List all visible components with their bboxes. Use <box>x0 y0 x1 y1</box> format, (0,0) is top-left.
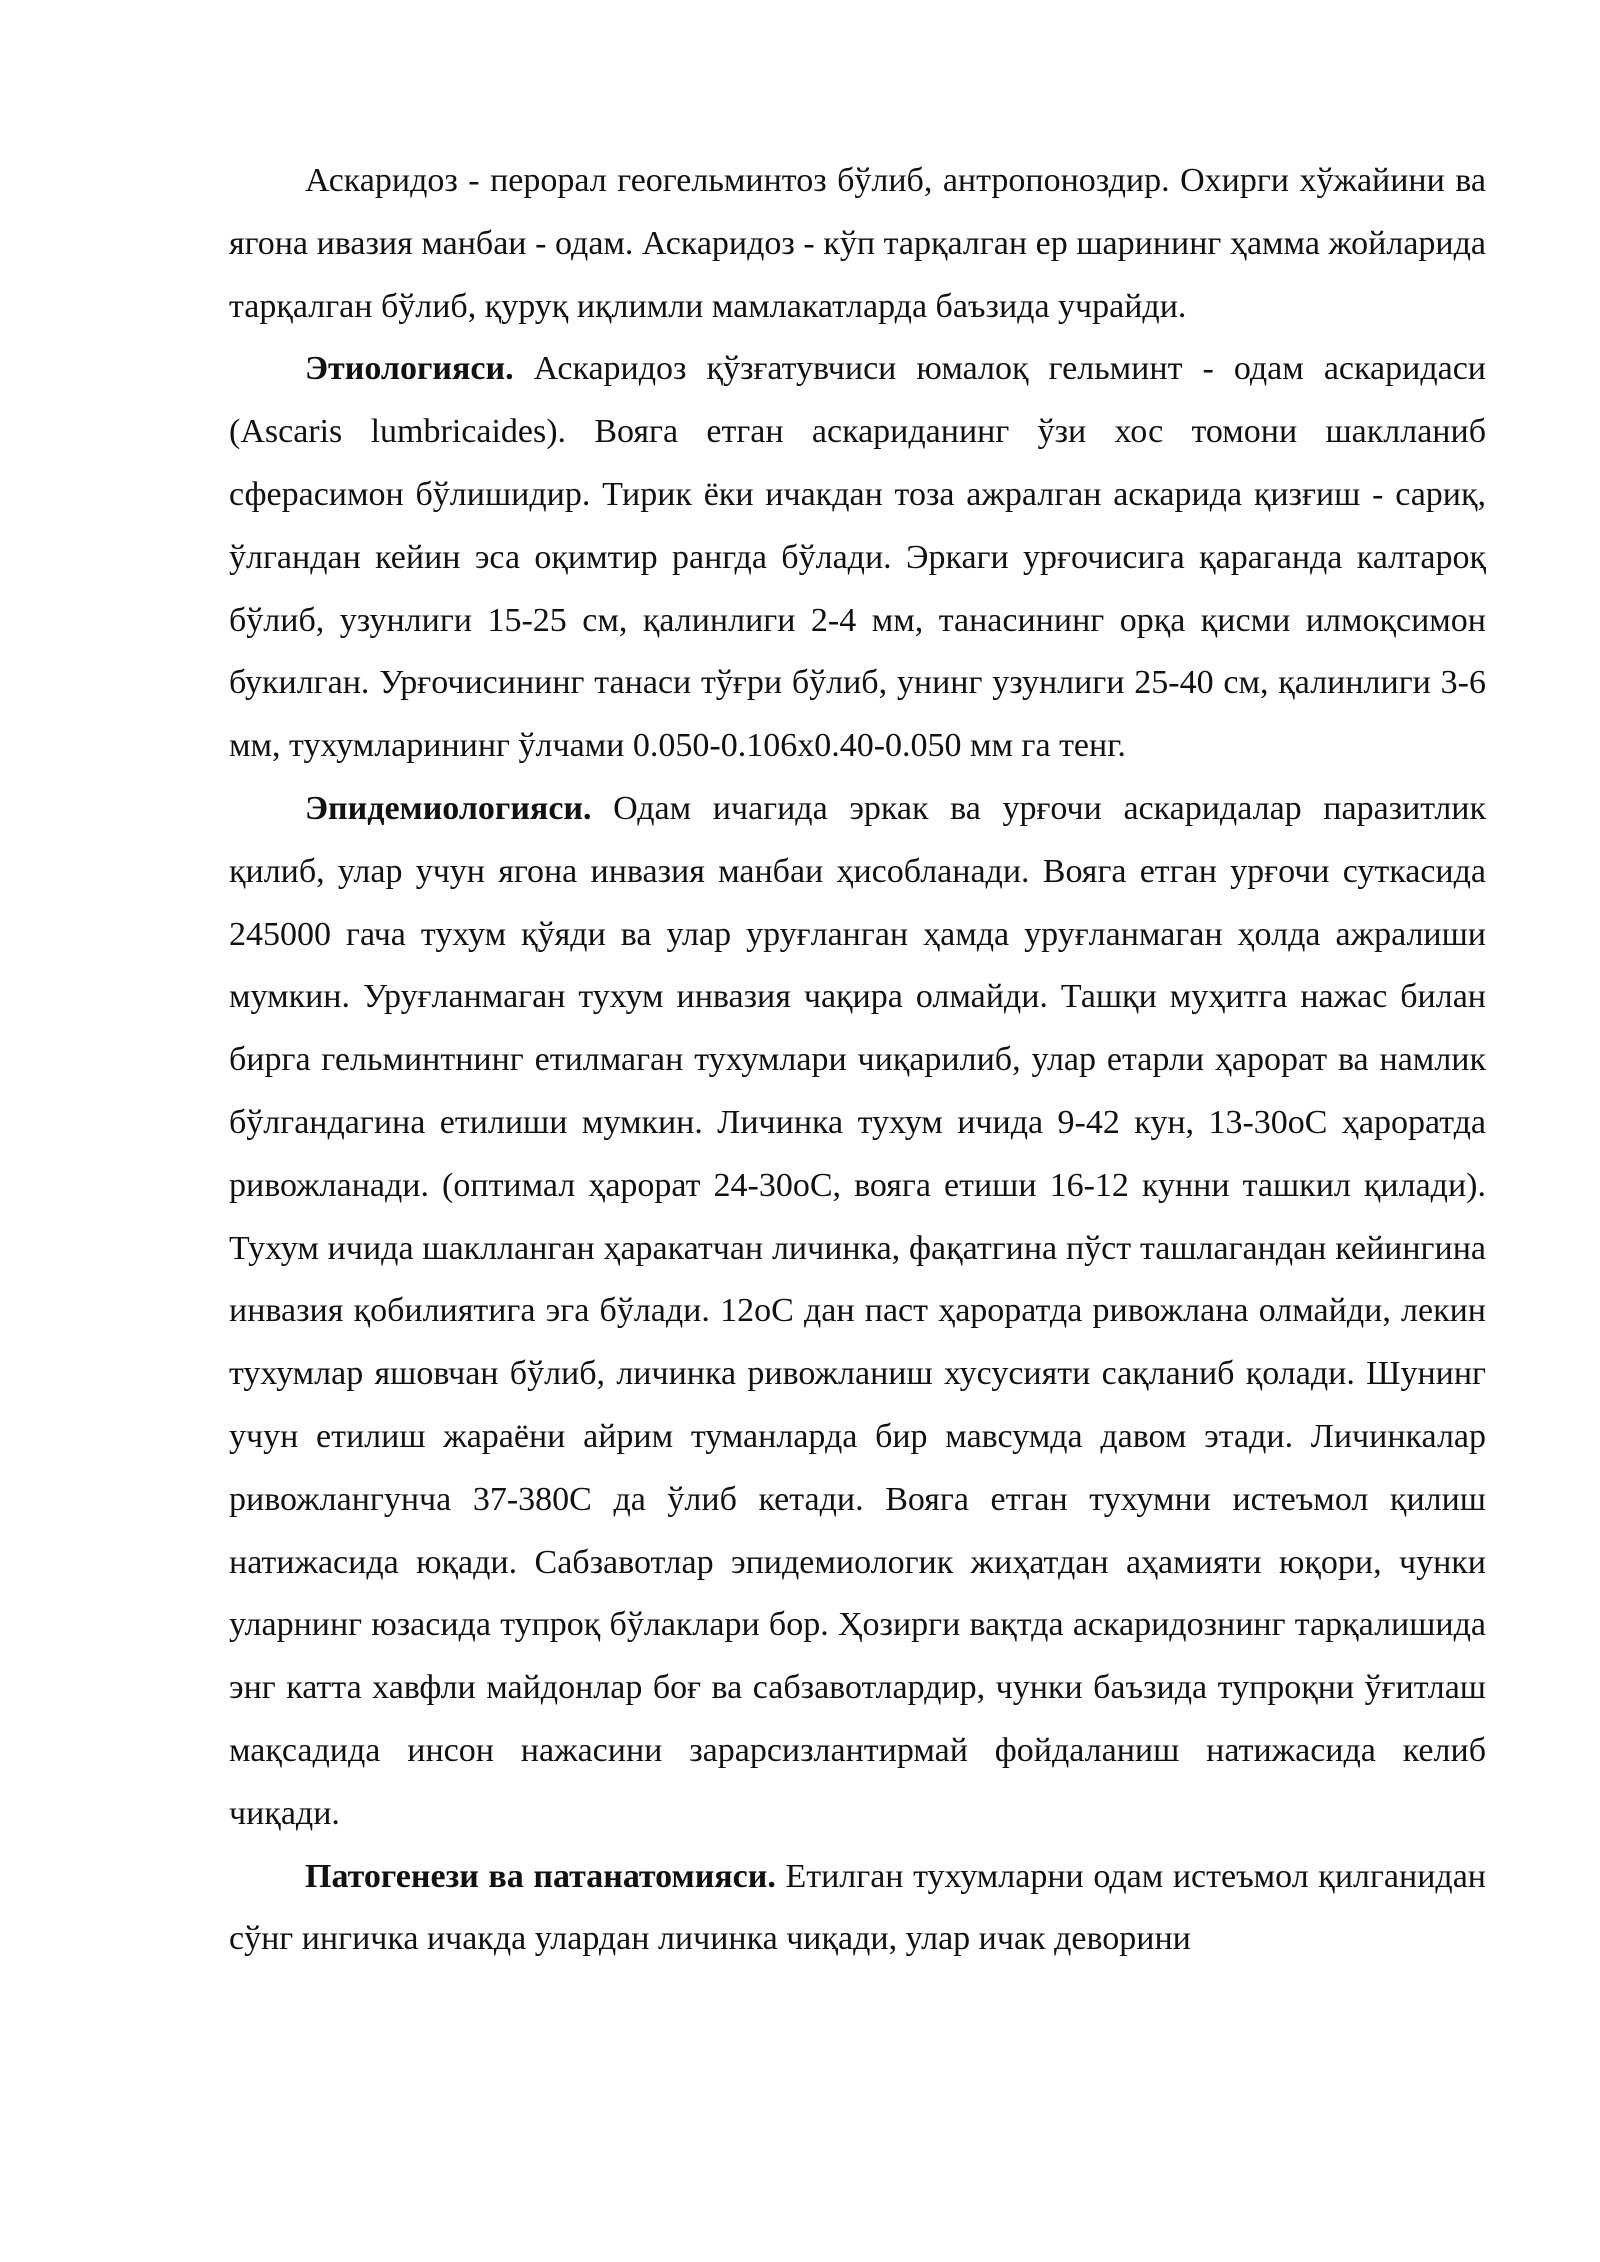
paragraph-text: Етилган тухумларни одам истеъмол қилганидан сўнг ингичка ичакда улардан личинка чиқади, улар ичак деворини <box>229 1857 1486 1958</box>
paragraph-text: Аскаридоз - перорал геогельминтоз бўлиб, антропоноздир. Охирги хўжайини ва ягона ивазия манбаи - одам. Аскаридоз - кўп тарқалган ер шарининг ҳамма жойларида тарқалган бўлиб, қуруқ иқлимли мамлакатларда баъзида учрайди. <box>229 162 1486 325</box>
paragraph-text: Одам ичагида эркак ва урғочи аскаридалар паразитлик қилиб, улар учун ягона инвазия манбаи ҳисобланади. Вояга етган урғочи суткасида 245000 гача тухум қўяди ва улар уруғланган ҳамда уруғланмаган ҳолда ажралиши мумкин. Уруғланмаган тухум инвазия чақира олмайди. Ташқи муҳитга нажас билан бирга гельминтнинг етилмаган тухумлари чиқарилиб, улар етарли ҳарорат ва намлик бўлгандагина етилиши мумкин. Личинка тухум ичида 9-42 кун, 13-30оС ҳароратда ривожланади. (оптимал ҳарорат 24-30оС, вояга етиши 16-12 кунни ташкил қилади). Тухум ичида шаклланган ҳаракатчан личинка, фақатгина пўст ташлагандан кейингина инвазия қобилиятига эга бўлади. 12оС дан паст ҳароратда ривожлана олмайди, лекин тухумлар яшовчан бўлиб, личинка ривожланиш хусусияти сақланиб қолади. Шунинг учун етилиш жараёни айрим туманларда бир мавсумда давом этади. Личинкалар ривожлангунча 37-380С да ўлиб кетади. Вояга етган тухумни истеъмол қилиш натижасида юқади. Сабзавотлар эпидемиологик жиҳатдан аҳамияти юқори, чунки уларнинг юзасида тупроқ бўлаклари бор. Ҳозирги вақтда аскаридознинг тарқалишида энг катта хавфли майдонлар боғ ва сабзавотлардир, чунки баъзида тупроқни ўғитлаш мақсадида инсон нажасини зарарсизлантирмай фойдаланиш натижасида келиб чиқади. <box>229 789 1486 1832</box>
document-page <box>229 150 1486 1971</box>
paragraph-text: Аскаридоз қўзғатувчиси юмалоқ гельминт - одам аскаридаси (Ascaris lumbricaides). Вояга етган аскариданинг ўзи хос томони шаклланиб сферасимон бўлишидир. Тирик ёки ичакдан тоза ажралган аскарида қизғиш - сариқ, ўлгандан кейин эса оқимтир рангда бўлади. Эркаги урғочисига қараганда калтароқ бўлиб, узунлиги 15-25 см, қалинлиги 2-4 мм, танасининг орқа қисми илмоқсимон букилган. Урғочисининг танаси тўғри бўлиб, унинг узунлиги 25-40 см, қалинлиги 3-6 мм, тухумларининг ўлчами 0.050-0.106х0.40-0.050 мм га тенг. <box>229 350 1486 765</box>
paragraph-etiology <box>229 338 1486 778</box>
paragraph-intro <box>229 150 1486 338</box>
section-heading-epidemiology: Эпидемиологияси. <box>305 789 592 827</box>
section-heading-pathogenesis: Патогенези ва патанатомияси. <box>305 1857 776 1895</box>
section-heading-etiology: Этиологияси. <box>305 350 514 388</box>
paragraph-pathogenesis <box>229 1846 1486 1972</box>
paragraph-epidemiology <box>229 778 1486 1846</box>
